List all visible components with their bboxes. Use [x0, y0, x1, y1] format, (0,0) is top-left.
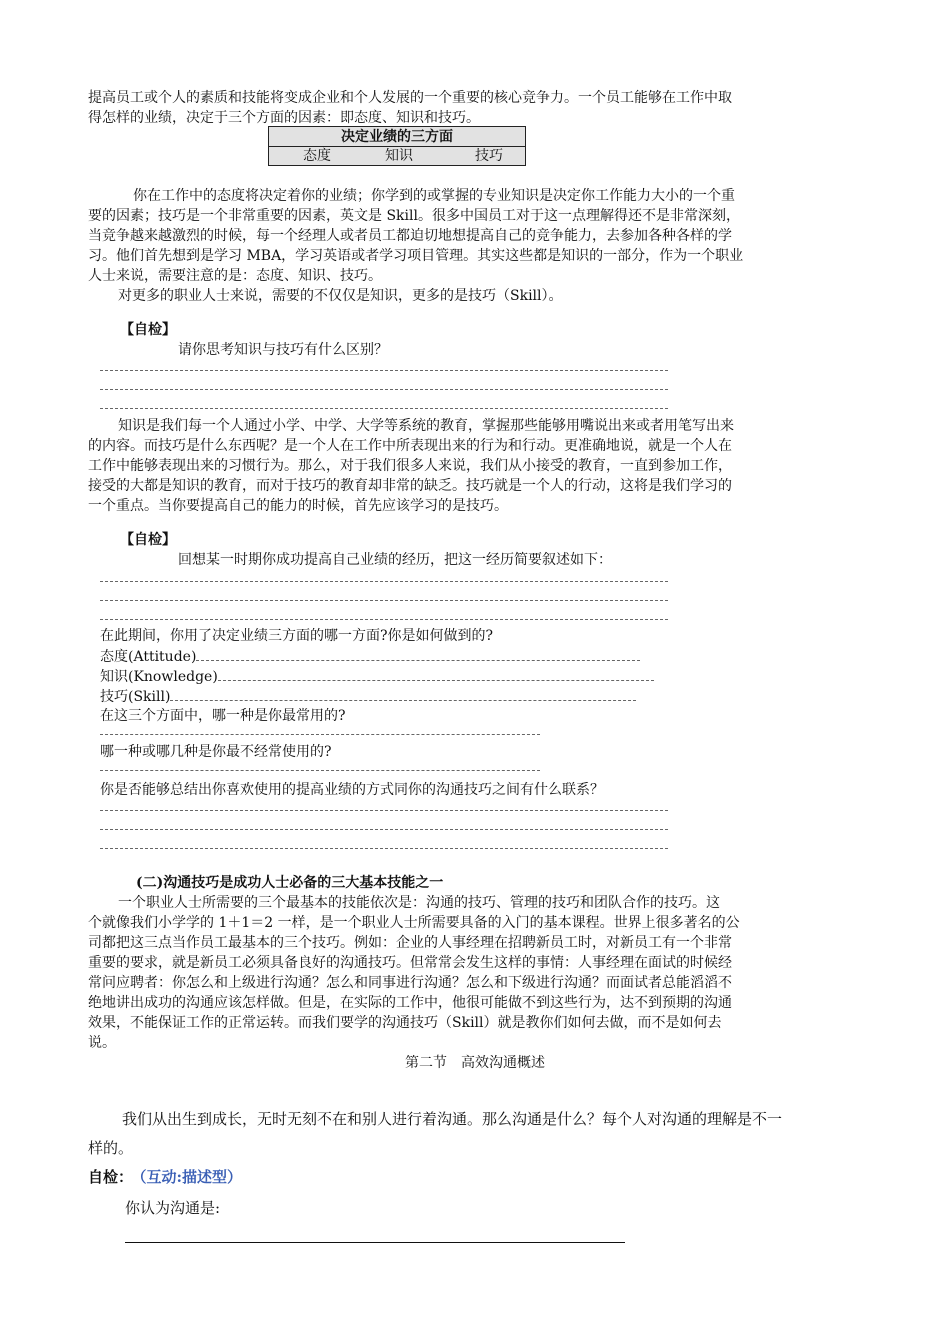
check2-most-question: 在这三个方面中，哪一种是你最常用的?: [100, 708, 346, 724]
para1-line-1: 你在工作中的态度将决定着你的业绩；你学到的或掌握的专业知识是决定你工作能力大小的一个重: [133, 188, 735, 204]
check3-label: 自检：: [88, 1168, 134, 1186]
check2-which-question: 在此期间，你用了决定业绩三方面的哪一方面?你是如何做到的?: [100, 628, 494, 644]
check2-question: 回想某一时期你成功提高自己业绩的经历，把这一经历简要叙述如下：: [178, 552, 612, 568]
para3-line-2: 的内容。而技巧是什么东西呢？是一个人在工作中所表现出来的行为和行动。更准确地说，就是一个人在: [88, 438, 732, 454]
attitude-row: [100, 646, 640, 668]
para1-line-2: 要的因素；技巧是一个非常重要的因素，英文是 Skill。很多中国员工对于这一点理解得还不是非常深刻，: [88, 208, 740, 224]
section2-line-3: 司都把这三点当作员工最基本的三个技巧。例如：企业的人事经理在招聘新员工时，对新员工有一个非常: [88, 935, 732, 951]
check2-label: 【自检】: [120, 532, 176, 548]
check2-link-question: 你是否能够总结出你喜欢使用的提高业绩的方式同你的沟通技巧之间有什么联系？: [100, 782, 604, 798]
answer-line[interactable]: [100, 600, 668, 601]
answer-line[interactable]: [100, 581, 668, 582]
check1-question: 请你思考知识与技巧有什么区别？: [178, 342, 388, 358]
answer-line[interactable]: [100, 734, 540, 735]
answer-line[interactable]: [125, 1242, 625, 1243]
answer-line[interactable]: [100, 848, 668, 849]
section2-line-6: 绝地讲出成功的沟通应该怎样做。但是，在实际的工作中，他很可能做不到这些行为，达不到预期的沟通: [88, 995, 732, 1011]
check3-prompt: 你认为沟通是:: [125, 1199, 221, 1217]
answer-line[interactable]: [100, 770, 540, 771]
check2-least-question: 哪一种或哪几种是你最不经常使用的?: [100, 744, 332, 760]
skill-label: 技巧(Skill): [100, 689, 171, 705]
section2-line-7: 效果，不能保证工作的正常运转。而我们要学的沟通技巧（Skill）就是教你们如何去做，而不是如何去: [88, 1015, 722, 1031]
attitude-label: 态度(Attitude): [100, 649, 197, 665]
answer-line[interactable]: [100, 619, 668, 620]
answer-line[interactable]: [100, 370, 668, 371]
section-title: 第二节 高效沟通概述: [405, 1055, 545, 1071]
intro-line-1: 提高员工或个人的素质和技能将变成企业和个人发展的一个重要的核心竞争力。一个员工能够在工作中取: [88, 90, 732, 106]
check1-label: 【自检】: [120, 322, 176, 338]
performance-factors-box: [268, 126, 526, 166]
intro-line-2: 得怎样的业绩，决定于三个方面的因素：即态度、知识和技巧。: [88, 110, 480, 126]
box-item-skill: 技巧: [475, 148, 503, 164]
box-item-attitude: 态度: [303, 148, 331, 164]
section2-line-2: 个就像我们小学学的 1＋1＝2 一样，是一个职业人士所需要具备的入门的基本课程。世界上很多著名的公: [88, 915, 740, 931]
skill-answer-line[interactable]: [170, 686, 636, 701]
skill-row: [100, 686, 636, 708]
knowledge-answer-line[interactable]: [218, 666, 654, 681]
para3-line-5: 一个重点。当你要提高自己的能力的时候，首先应该学习的是技巧。: [88, 498, 508, 514]
section2-line-5: 常问应聘者：你怎么和上级进行沟通？怎么和同事进行沟通？怎么和下级进行沟通？而面试者总能滔滔不: [88, 975, 732, 991]
knowledge-row: [100, 666, 654, 688]
answer-line[interactable]: [100, 810, 668, 811]
para3-line-4: 接受的大都是知识的教育，而对于技巧的教育却非常的缺乏。技巧就是一个人的行动，这将是我们学习的: [88, 478, 732, 494]
section2-line-4: 重要的要求，就是新员工必须具备良好的沟通技巧。但常常会发生这样的事情：人事经理在面试的时候经: [88, 955, 732, 971]
para4-line-1: 我们从出生到成长，无时无刻不在和别人进行着沟通。那么沟通是什么？每个人对沟通的理解是不一: [122, 1110, 783, 1128]
para3-line-3: 工作中能够表现出来的习惯行为。那么，对于我们很多人来说，我们从小接受的教育，一直到参加工作，: [88, 458, 732, 474]
para3-line-1: 知识是我们每一个人通过小学、中学、大学等系统的教育，掌握那些能够用嘴说出来或者用笔写出来: [118, 418, 734, 434]
answer-line[interactable]: [100, 829, 668, 830]
para4-line-2: 样的。: [88, 1139, 134, 1157]
knowledge-label: 知识(Knowledge): [100, 669, 218, 685]
box-title: 决定业绩的三方面: [341, 129, 453, 145]
para1-line-5: 人士来说，需要注意的是：态度、知识、技巧。: [88, 268, 382, 284]
attitude-answer-line[interactable]: [196, 646, 640, 661]
answer-line[interactable]: [100, 408, 668, 409]
section2-heading: (二)沟通技巧是成功人士必备的三大基本技能之一: [136, 875, 444, 891]
section2-line-1: 一个职业人士所需要的三个最基本的技能依次是：沟通的技巧、管理的技巧和团队合作的技巧。这: [118, 895, 720, 911]
check3-row: [88, 1166, 242, 1188]
answer-line[interactable]: [100, 389, 668, 390]
box-item-knowledge: 知识: [385, 148, 413, 164]
check3-tag: （互动:描述型）: [139, 1168, 243, 1186]
para1-line-4: 习。他们首先想到是学习 MBA，学习英语或者学习项目管理。其实这些都是知识的一部分，作为一个职业: [88, 248, 744, 264]
section2-line-8: 说。: [88, 1035, 116, 1051]
para1-line-3: 当竞争越来越激烈的时候，每一个经理人或者员工都迫切地想提高自己的竞争能力，去参加各种各样的学: [88, 228, 732, 244]
para2: 对更多的职业人士来说，需要的不仅仅是知识，更多的是技巧（Skill）。: [118, 288, 563, 304]
